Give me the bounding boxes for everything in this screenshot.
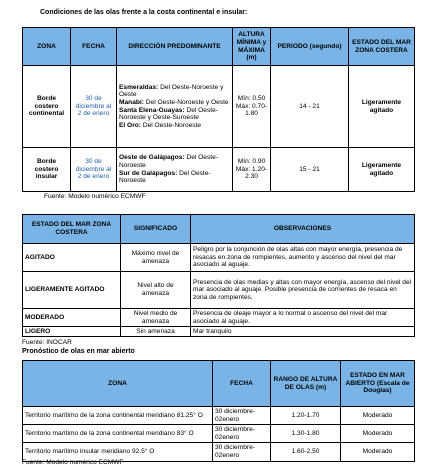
table3-title: Pronóstico de olas en mar abierto	[22, 348, 135, 355]
table2-header-row	[23, 215, 415, 244]
wave-conditions-table	[22, 27, 415, 192]
direction-entry: Santa Elena-Guayas: Del Oeste-Noroeste y Oeste-Suroeste	[119, 106, 218, 122]
fecha-cell: 30 diciembre-02enero	[213, 407, 271, 425]
periodo-cell: 14 - 21	[271, 66, 349, 148]
header-zona: ZONA	[23, 361, 213, 407]
header-estado: ESTADO DEL MAR ZONA COSTERA	[349, 28, 415, 66]
header-altura: ALTURA MÍNIMA y MÁXIMA (m)	[233, 28, 271, 66]
observaciones-cell: Peligro por la conjunción de olas altas con mayor energía, presencia de resacas en zona de rompientes, aumento y ascenso del nivel del mar asociado al aguaje.	[191, 244, 415, 272]
header-direccion: DIRECCIÓN PREDOMINANTE	[117, 28, 233, 66]
table-row	[23, 244, 415, 272]
table1-source: Fuente: Modelo numérico ECMWF	[44, 193, 146, 200]
fecha-cell: 30 de diciembre al 2 de enero	[71, 66, 117, 148]
table3-source: Fuente: Modelo numérico ECMWF	[22, 459, 124, 466]
direccion-cell	[117, 66, 233, 148]
header-periodo: PERIODO (segundo)	[271, 28, 349, 66]
open-sea-forecast-table	[22, 360, 415, 462]
fecha-cell: 30 de diciembre al 2 de enero	[71, 148, 117, 192]
fecha-cell: 30 diciembre-02enero	[213, 425, 271, 443]
table-row	[23, 425, 415, 443]
table-row	[23, 407, 415, 425]
table1-header-row	[23, 28, 415, 66]
estado-cell: Moderado	[341, 443, 415, 462]
estado-cell: AGITADO	[23, 244, 121, 272]
direccion-cell	[117, 148, 233, 192]
observaciones-cell: Presencia de olas medias y altas con mayor energía, ascenso del nivel del mar asociado al aguaje. Posible presencia de corrientes de resaca en zona de rompientes.	[191, 272, 415, 309]
header-zona: ZONA	[23, 28, 71, 66]
header-fecha: FECHA	[213, 361, 271, 407]
table1-title: Condiciones de las olas frente a la costa continental e insular:	[40, 9, 248, 16]
estado-cell: LIGERAMENTE AGITADO	[23, 272, 121, 309]
estado-cell: LIGERO	[23, 327, 121, 337]
estado-cell: Moderado	[341, 425, 415, 443]
direction-entry: El Oro: Del Oeste-Noroeste	[119, 121, 202, 129]
altura-cell: Mín: 0.50 Máx: 0.70-1.80	[233, 66, 271, 148]
direction-entry: Esmeraldas: Del Oeste-Noroeste y Oeste	[119, 83, 224, 99]
table2-source: Fuente: INOCAR	[22, 339, 72, 346]
observaciones-cell: Presencia de oleaje mayor a lo normal o ascenso del nivel del mar asociado al aguaje.	[191, 309, 415, 327]
zona-cell: Territorio marítimo de la zona continental meridiano 83° O	[23, 425, 213, 443]
table-row	[23, 148, 415, 192]
estado-cell: MODERADO	[23, 309, 121, 327]
direction-entry: Oeste de Galápagos: Del Oeste-Noroeste	[119, 154, 218, 169]
estado-cell: Ligeramente agitado	[349, 148, 415, 192]
header-rango: RANGO DE ALTURA DE OLAS (m)	[271, 361, 341, 407]
zona-cell: Borde costero insular	[23, 148, 71, 192]
estado-cell: Ligeramente agitado	[349, 66, 415, 148]
direction-entry: Sur de Galápagos: Del Oeste-Noroeste	[119, 169, 211, 185]
zona-cell: Territorio marítimo insular meridiano 92.5° O	[23, 443, 213, 462]
significado-cell: Sin amenaza	[121, 327, 191, 337]
estado-cell: Moderado	[341, 407, 415, 425]
rango-cell: 1.30-1.80	[271, 425, 341, 443]
table-row	[23, 272, 415, 309]
direction-entry: Manabí: Del Oeste-Noroeste y Oeste	[119, 98, 229, 106]
zona-cell: Territorio marítimo de la zona continental meridiano 81.25° O	[23, 407, 213, 425]
table-row	[23, 309, 415, 327]
rango-cell: 1.60-2.50	[271, 443, 341, 462]
header-observaciones: OBSERVACIONES	[191, 215, 415, 244]
header-estado-abierto: ESTADO EN MAR ABIERTO (Escala de Douglas)	[341, 361, 415, 407]
altura-cell: Mín: 0.90 Máx: 1.20-2.30	[233, 148, 271, 192]
significado-cell: Nivel medio de amenaza	[121, 309, 191, 327]
table-row	[23, 66, 415, 148]
periodo-cell: 15 - 21	[271, 148, 349, 192]
zona-cell: Borde costero continental	[23, 66, 71, 148]
header-estado-mar: ESTADO DEL MAR ZONA COSTERA	[23, 215, 121, 244]
significado-cell: Máximo nivel de amenaza	[121, 244, 191, 272]
header-significado: SIGNIFICADO	[121, 215, 191, 244]
table-row	[23, 327, 415, 337]
table3-header-row	[23, 361, 415, 407]
fecha-cell: 30 diciembre-02enero	[213, 443, 271, 462]
significado-cell: Nivel alto de amenaza	[121, 272, 191, 309]
sea-state-legend-table	[22, 214, 415, 337]
observaciones-cell: Mar tranquilo	[191, 327, 415, 337]
header-fecha: FECHA	[71, 28, 117, 66]
rango-cell: 1.20-1.70	[271, 407, 341, 425]
